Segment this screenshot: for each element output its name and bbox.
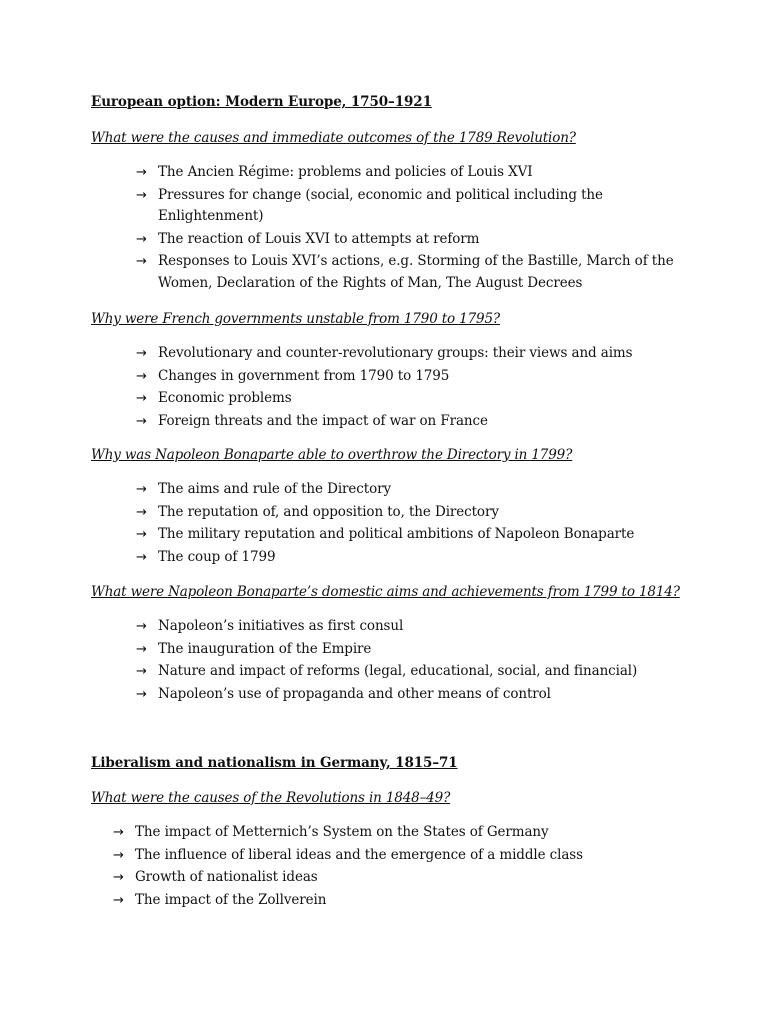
arrow-icon: → [136, 231, 147, 247]
arrow-icon: → [136, 504, 147, 520]
question-french-governments: Why were French governments unstable from 1790 to 1795? [91, 311, 501, 327]
arrow-icon: → [113, 825, 124, 840]
list-item: → The aims and rule of the Directory [136, 479, 676, 501]
list-item: → The inauguration of the Empire [136, 639, 676, 661]
arrow-icon: → [136, 619, 147, 634]
list-item: → The impact of the Zollverein [113, 890, 673, 912]
question-napoleon-directory: Why was Napoleon Bonaparte able to overthrow the Directory in 1799? [91, 447, 573, 463]
arrow-icon: → [136, 686, 147, 702]
arrow-icon: → [136, 368, 147, 384]
arrow-icon: → [136, 391, 147, 406]
arrow-icon: → [136, 187, 147, 203]
list-item: → Nature and impact of reforms (legal, educational, social, and financial) [136, 661, 676, 683]
list-item: → The military reputation and political ambitions of Napoleon Bonaparte [136, 524, 676, 546]
section-heading-modern-europe: European option: Modern Europe, 1750–1921 [91, 94, 432, 110]
question-1789-revolution: What were the causes and immediate outcomes of the 1789 Revolution? [91, 130, 576, 146]
list-item: → Growth of nationalist ideas [113, 867, 673, 889]
list-item: → Revolutionary and counter-revolutionary groups: their views and aims [136, 343, 676, 365]
list-item: → Changes in government from 1790 to 1795 [136, 366, 676, 388]
section-heading-germany: Liberalism and nationalism in Germany, 1815–71 [91, 755, 458, 771]
arrow-icon: → [136, 482, 147, 497]
arrow-icon: → [136, 346, 147, 361]
arrow-icon: → [136, 549, 147, 565]
list-item: → The influence of liberal ideas and the emergence of a middle class [113, 845, 673, 867]
list-item: → The Ancien Régime: problems and policies of Louis XVI [136, 162, 676, 184]
arrow-icon: → [113, 892, 124, 908]
arrow-icon: → [136, 165, 147, 180]
arrow-icon: → [136, 641, 147, 657]
list-item: → Responses to Louis XVI’s actions, e.g. Storming of the Bastille, March of the Women, Declaration of the Rights of Man, The August Decrees [136, 253, 674, 291]
list-revolutions-1848 [113, 822, 673, 912]
list-item: → Napoleon’s use of propaganda and other means of control [136, 684, 676, 706]
question-revolutions-1848: What were the causes of the Revolutions in 1848–49? [91, 790, 451, 806]
arrow-icon: → [113, 870, 124, 885]
arrow-icon: → [136, 527, 147, 542]
list-napoleon-domestic [136, 616, 676, 706]
arrow-icon: → [113, 847, 124, 863]
list-item: → The reputation of, and opposition to, the Directory [136, 502, 676, 524]
arrow-icon: → [136, 664, 147, 679]
list-item: → Pressures for change (social, economic and political including the Enlightenment) [136, 186, 603, 224]
arrow-icon: → [136, 254, 147, 269]
list-item: → The impact of Metternich’s System on the States of Germany [113, 822, 673, 844]
list-item: → The coup of 1799 [136, 547, 676, 569]
list-french-governments [136, 343, 676, 433]
list-napoleon-directory [136, 479, 676, 569]
list-item: → Economic problems [136, 388, 676, 410]
arrow-icon: → [136, 413, 147, 429]
list-item: → Foreign threats and the impact of war on France [136, 411, 676, 433]
list-item: → Napoleon’s initiatives as first consul [136, 616, 676, 638]
list-item: → The reaction of Louis XVI to attempts at reform [136, 229, 676, 251]
question-napoleon-domestic: What were Napoleon Bonaparte’s domestic aims and achievements from 1799 to 1814? [91, 584, 680, 600]
list-1789-revolution [136, 162, 676, 295]
